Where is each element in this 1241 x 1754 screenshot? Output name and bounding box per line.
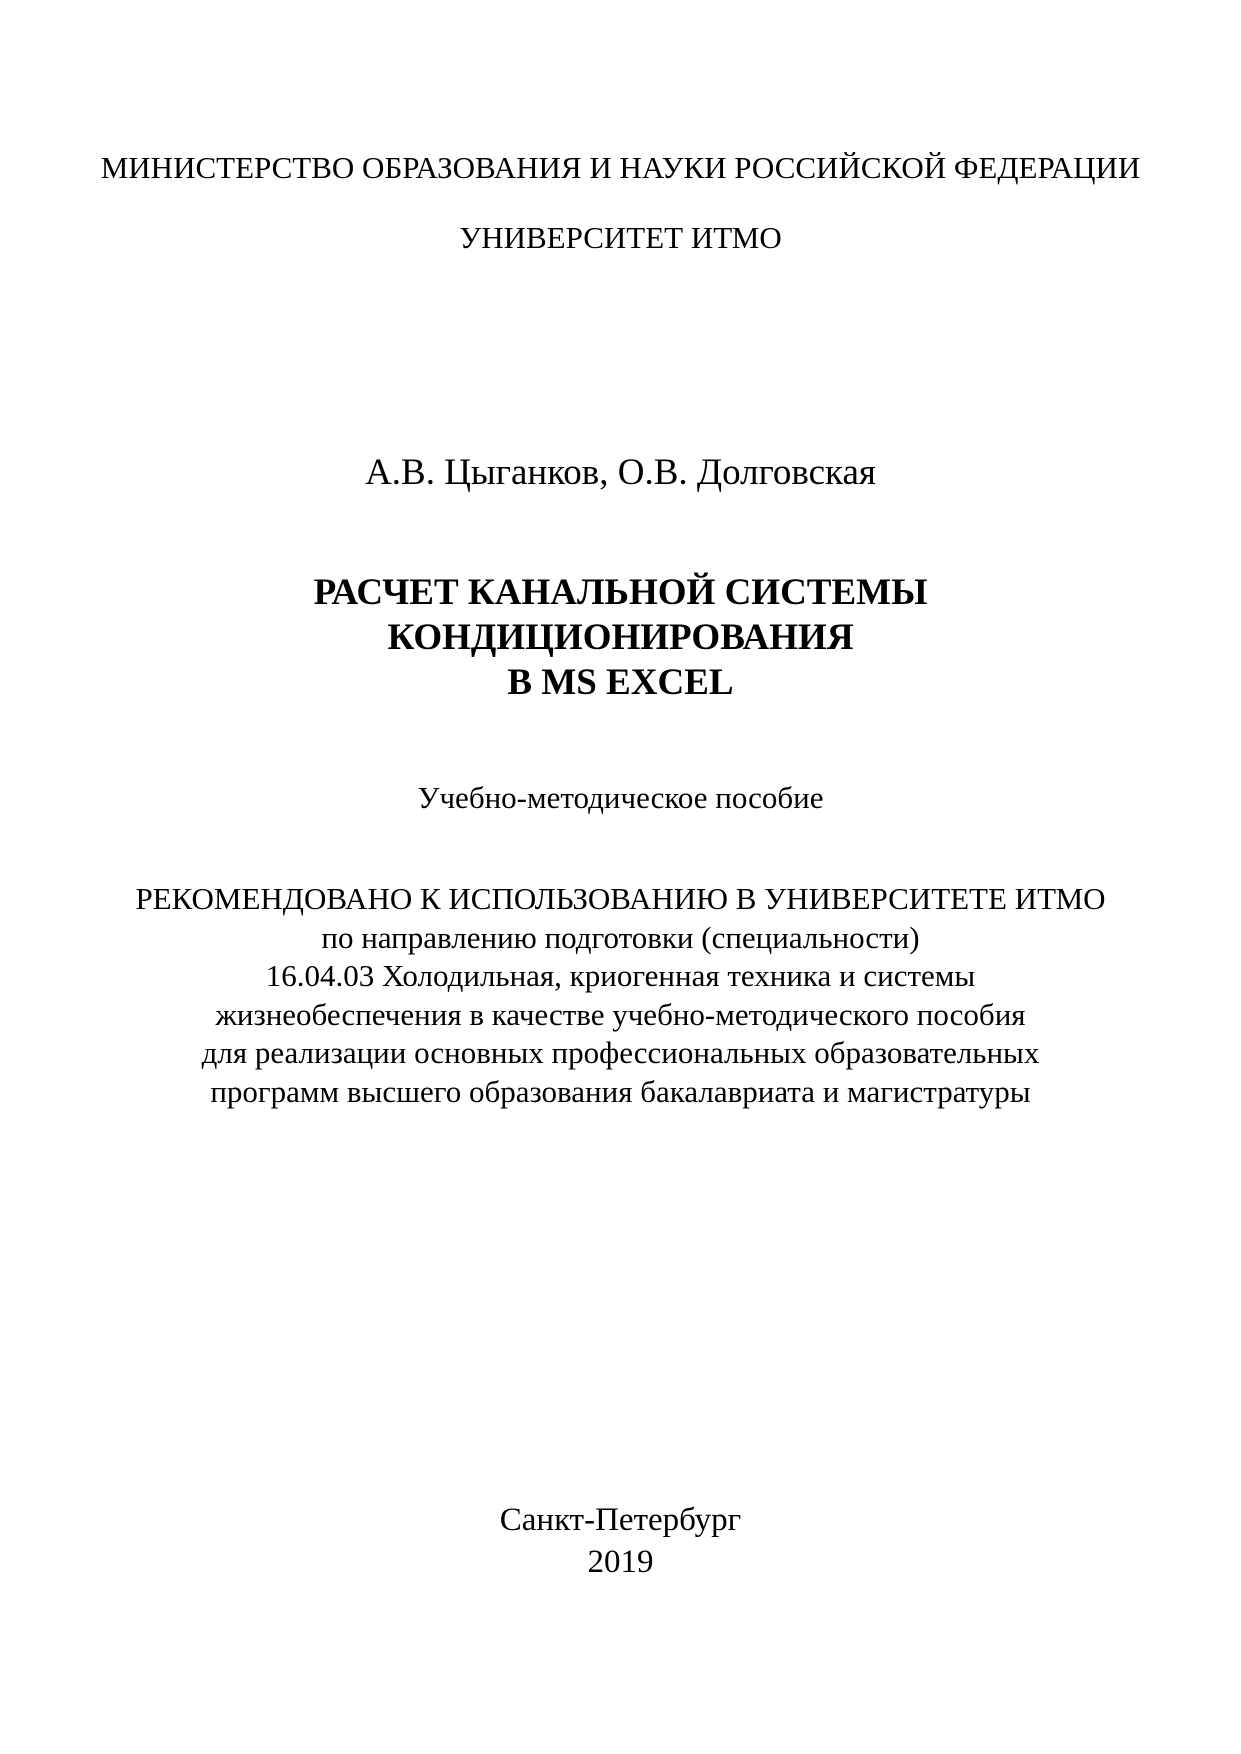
recommendation-line: жизнеобеспечения в качестве учебно-методического пособия — [215, 996, 1026, 1032]
title-line: КОНДИЦИОНИРОВАНИЯ — [387, 617, 854, 658]
recommendation-line: РЕКОМЕНДОВАНО К ИСПОЛЬЗОВАНИЮ В УНИВЕРСИТЕТЕ ИТМО — [135, 881, 1106, 916]
recommendation-line: 16.04.03 Холодильная, криогенная техника и системы — [265, 958, 976, 993]
document-title — [0, 570, 1241, 705]
recommendation-line: для реализации основных профессиональных образовательных — [201, 1035, 1040, 1070]
ministry-line: МИНИСТЕРСТВО ОБРАЗОВАНИЯ И НАУКИ РОССИЙСКОЙ ФЕДЕРАЦИИ — [100, 150, 1141, 185]
city: Санкт-Петербург — [499, 1502, 742, 1538]
university-name: УНИВЕРСИТЕТ ИТМО — [459, 220, 782, 255]
imprint — [0, 1499, 1241, 1583]
year: 2019 — [587, 1544, 654, 1580]
recommendation-line: программ высшего образования бакалавриата и магистратуры — [210, 1073, 1031, 1109]
title-line: РАСЧЕТ КАНАЛЬНОЙ СИСТЕМЫ — [313, 572, 928, 613]
title-line: В MS EXCEL — [507, 662, 734, 703]
authors: А.В. Цыганков, О.В. Долговская — [365, 452, 876, 493]
recommendation-line: по направлению подготовки (специальности) — [321, 919, 920, 955]
recommendation-block — [0, 880, 1241, 1111]
document-type: Учебно-методическое пособие — [417, 780, 824, 815]
